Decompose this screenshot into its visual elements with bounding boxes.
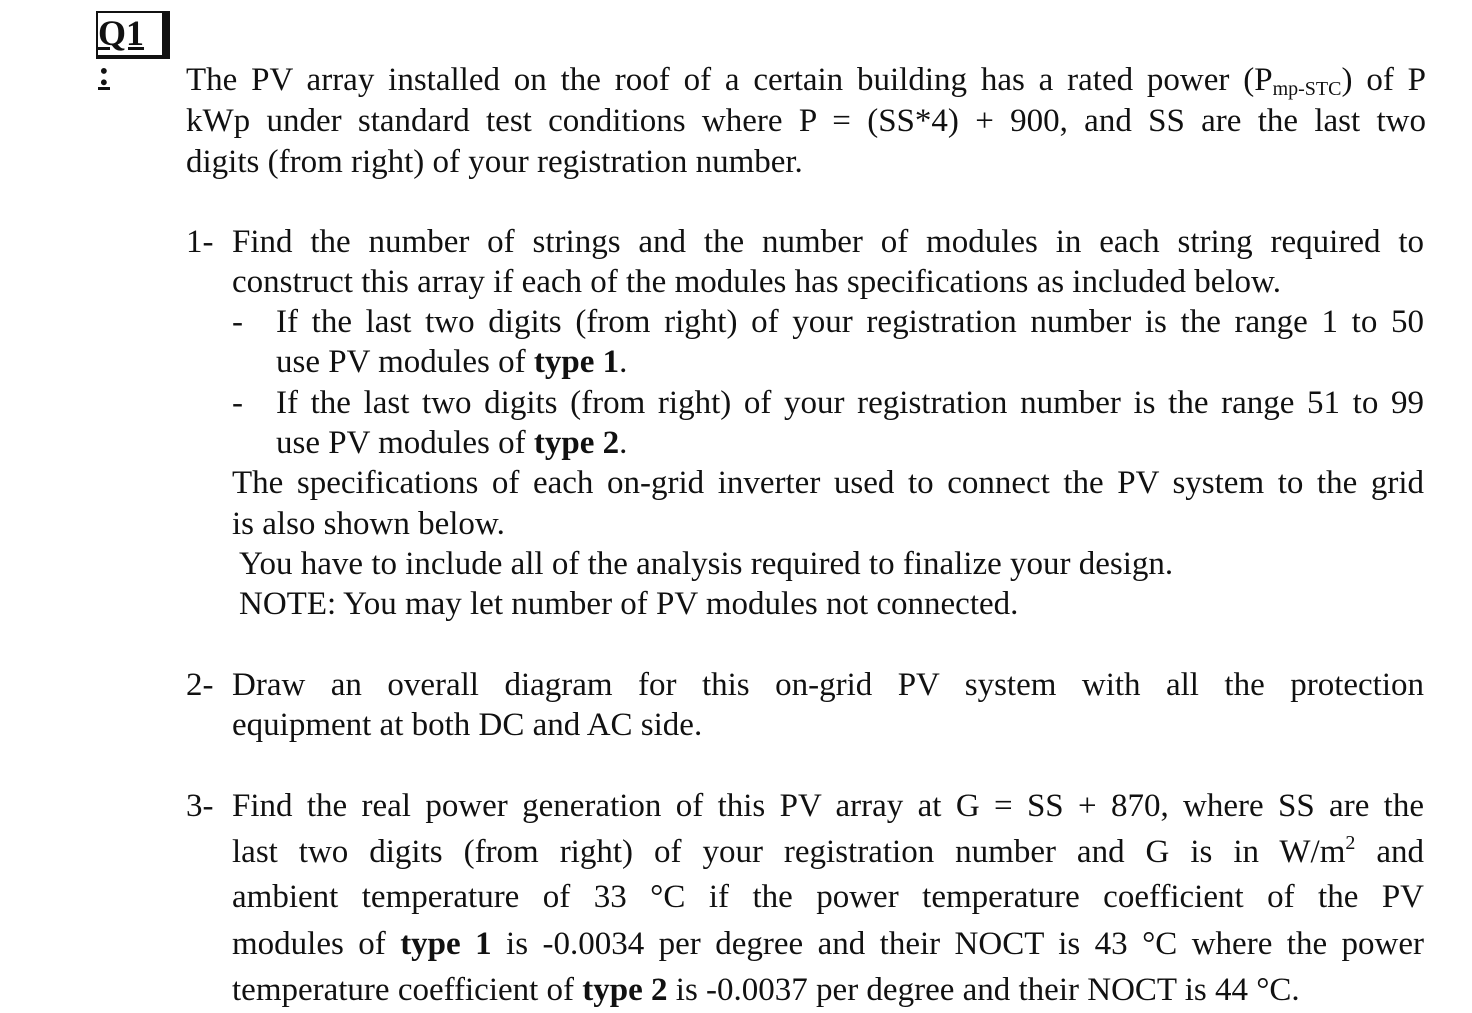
note-line: NOTE: You may let number of PV modules not connected.: [239, 586, 1019, 622]
item-3-line-2: last two digits (from right) of your registration number and G is in $W/m^2$ and: [232, 832, 1424, 870]
item-1-line-1: Find the number of strings and the number of modules in each string required to: [232, 224, 1424, 260]
bullet-2-line-1: If the last two digits (from right) of your registration number is the range 51 to 99: [276, 385, 1424, 421]
item-3-line-3: ambient temperature of 33 °C if the power temperature coefficient of the PV: [232, 879, 1424, 915]
bullet-1-line-2: use PV modules of type 1.: [276, 344, 628, 380]
bullet-1-dash: -: [232, 304, 243, 340]
question-label-box: [96, 11, 170, 93]
item-2-number: 2-: [186, 667, 214, 703]
item-2-line-1: Draw an overall diagram for this on-grid PV system with all the protection: [232, 667, 1424, 703]
analysis-line: You have to include all of the analysis required to finalize your design.: [239, 546, 1174, 582]
intro-line-3: digits (from right) of your registration number.: [186, 144, 803, 180]
item-3-line-1: Find the real power generation of this PV array at G = SS + 870, where SS are the: [232, 788, 1424, 824]
item-1-line-2: construct this array if each of the modules has specifications as included below.: [232, 264, 1281, 300]
intro-line-2: kWp under standard test conditions where P = (SS*4) + 900, and SS are the last two: [186, 103, 1426, 139]
item-3-line-4: modules of type 1 is -0.0034 per degree and their NOCT is 43 °C where the power: [232, 926, 1424, 962]
question-label: Q1 :: [98, 13, 162, 55]
intro-line-1: The PV array installed on the roof of a certain building has a rated power $(P_{mp-STC})$ of P: [186, 62, 1426, 100]
inverter-line-1: The specifications of each on-grid inverter used to connect the PV system to the grid: [232, 465, 1424, 501]
bullet-1-line-1: If the last two digits (from right) of your registration number is the range 1 to 50: [276, 304, 1424, 340]
item-3-line-5: temperature coefficient of type 2 is -0.0037 per degree and their NOCT is 44 °C.: [232, 972, 1300, 1008]
inverter-line-2: is also shown below.: [232, 506, 505, 542]
bullet-2-line-2: use PV modules of type 2.: [276, 425, 628, 461]
bullet-2-dash: -: [232, 385, 243, 421]
item-1-number: 1-: [186, 224, 214, 260]
item-3-number: 3-: [186, 788, 214, 824]
item-2-line-2: equipment at both DC and AC side.: [232, 707, 703, 743]
